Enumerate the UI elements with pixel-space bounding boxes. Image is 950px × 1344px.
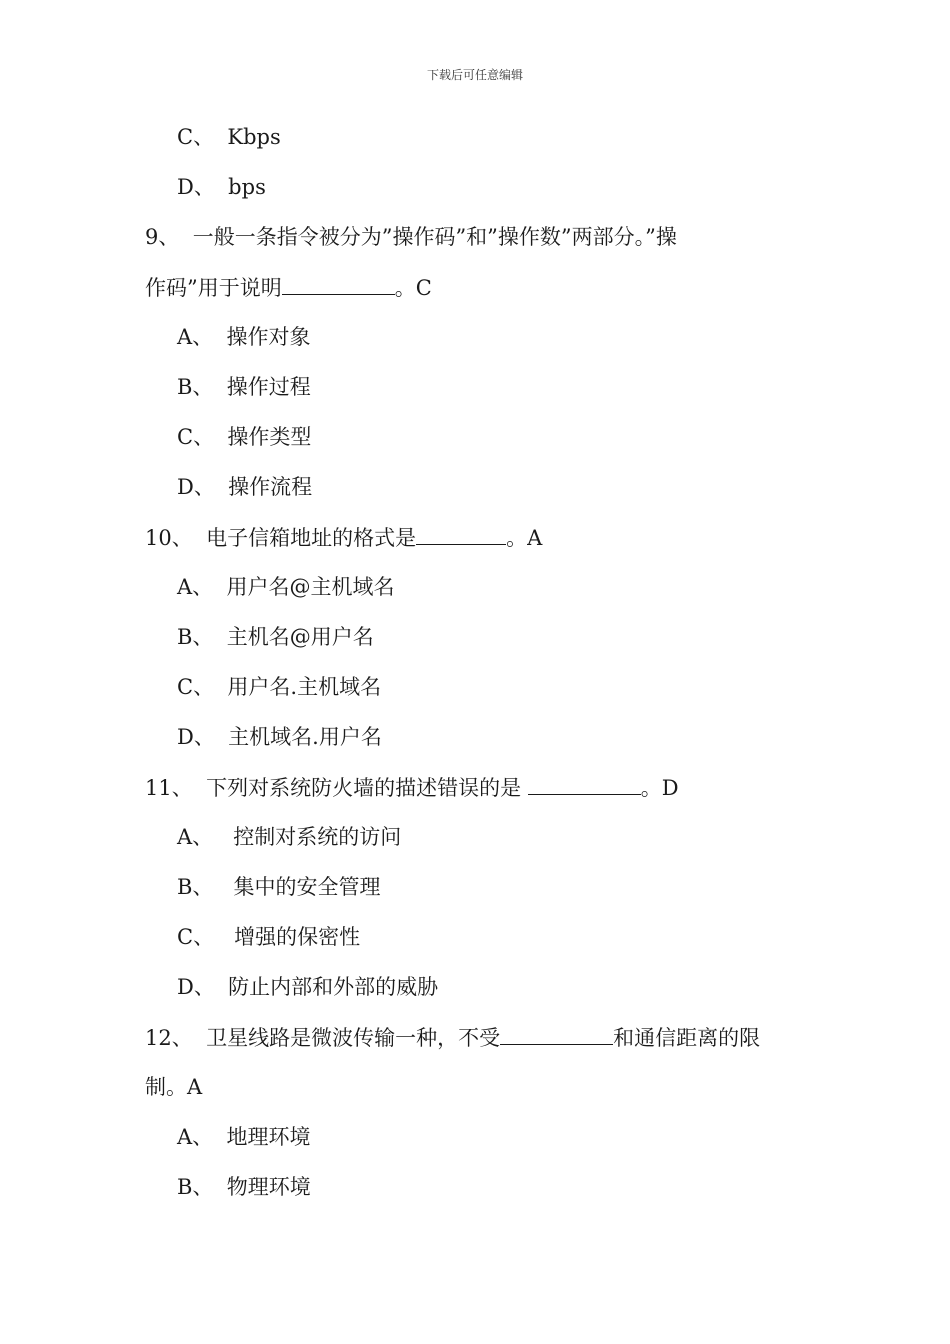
- question-9-option-c: C、 操作类型: [177, 425, 312, 449]
- question-11-option-c: C、 增强的保密性: [177, 925, 361, 949]
- question-11-option-a: A、 控制对系统的访问: [177, 825, 402, 849]
- question-12-text: 12、 卫星线路是微波传输一种，不受: [145, 1026, 501, 1050]
- answer-blank: [282, 274, 395, 295]
- question-9-answer: 。C: [394, 276, 432, 300]
- option-c-kbps: C、 Kbps: [177, 125, 281, 149]
- question-12-text-cont: 和通信距离的限: [613, 1026, 761, 1050]
- question-9-text: 作码”用于说明: [145, 276, 282, 300]
- question-11-text: 11、 下列对系统防火墙的描述错误的是: [145, 776, 528, 800]
- answer-blank: [528, 774, 641, 795]
- question-9-line2: [145, 274, 432, 301]
- question-10-option-c: C、 用户名.主机域名: [177, 675, 382, 699]
- question-9-option-b: B、 操作过程: [177, 375, 311, 399]
- question-9-line1: 9、 一般一条指令被分为”操作码”和”操作数”两部分。”操: [145, 225, 677, 249]
- question-10: [145, 524, 542, 551]
- question-11-answer: 。D: [640, 776, 679, 800]
- question-11: [145, 774, 679, 801]
- question-10-option-a: A、 用户名@主机域名: [177, 575, 395, 599]
- question-9-option-d: D、 操作流程: [177, 475, 313, 499]
- question-12-option-b: B、 物理环境: [177, 1175, 311, 1199]
- question-12-line1: [145, 1024, 760, 1051]
- question-10-option-b: B、 主机名@用户名: [177, 625, 374, 649]
- question-11-option-d: D、 防止内部和外部的威胁: [177, 975, 439, 999]
- question-12-line2: 制。A: [145, 1075, 203, 1099]
- question-11-option-b: B、 集中的安全管理: [177, 875, 381, 899]
- answer-blank: [500, 1024, 613, 1045]
- question-9-option-a: A、 操作对象: [177, 325, 311, 349]
- option-d-bps: D、 bps: [177, 175, 266, 199]
- question-10-answer: 。A: [506, 526, 543, 550]
- page-header: 下载后可任意编辑: [426, 68, 523, 82]
- question-10-text: 10、 电子信箱地址的格式是: [145, 526, 417, 550]
- answer-blank: [416, 524, 506, 545]
- question-12-option-a: A、 地理环境: [177, 1125, 311, 1149]
- question-10-option-d: D、 主机域名.用户名: [177, 725, 382, 749]
